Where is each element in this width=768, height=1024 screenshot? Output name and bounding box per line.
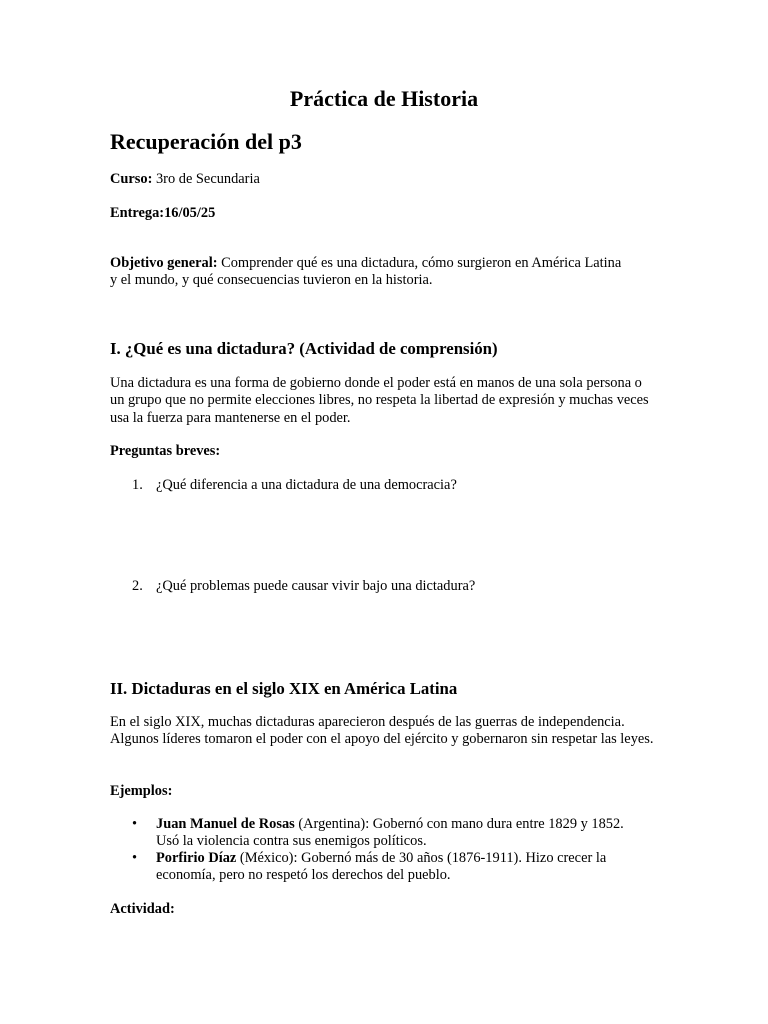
curso-line	[110, 171, 650, 188]
section-2-heading: II. Dictaduras en el siglo XIX en América Latina	[110, 679, 458, 698]
example-name: Porfirio Díaz	[156, 850, 237, 866]
objetivo-paragraph	[110, 255, 630, 290]
example-name: Juan Manuel de Rosas	[156, 816, 295, 832]
curso-value: 3ro de Secundaria	[152, 171, 260, 187]
bullet-icon: •	[132, 816, 138, 832]
entrega-label: Entrega:16/05/25	[110, 205, 216, 221]
document-title: Práctica de Historia	[289, 86, 479, 111]
objetivo-label: Objetivo general:	[110, 255, 218, 271]
question-number: 1.	[132, 477, 143, 493]
example-item	[110, 816, 650, 851]
questions-label: Preguntas breves:	[110, 443, 221, 459]
entrega-line	[110, 205, 650, 222]
example-text: (México): Gobernó más de 30 años (1876-1911). Hizo crecer la economía, pero no respetó los derechos del pueblo.	[156, 850, 607, 884]
question-number: 2.	[132, 578, 143, 594]
section-1-paragraph: Una dictadura es una forma de gobierno donde el poder está en manos de una sola persona o un grupo que no permite elecciones libres, no respeta la libertad de expresión y muchas veces usa la fuerza para mantenerse en el poder.	[110, 375, 649, 426]
example-item	[110, 850, 650, 885]
section-2-paragraph: En el siglo XIX, muchas dictaduras aparecieron después de las guerras de independencia. Algunos líderes tomaron el poder con el apoyo del ejército y gobernaron sin respetar las leyes.	[110, 714, 654, 748]
bullet-icon: •	[132, 850, 138, 866]
curso-label: Curso:	[110, 171, 153, 187]
examples-label: Ejemplos:	[110, 783, 173, 799]
activity-label: Actividad:	[110, 901, 175, 917]
example-text: (Argentina): Gobernó con mano dura entre 1829 y 1852. Usó la violencia contra sus enemigos políticos.	[156, 816, 624, 850]
question-text: ¿Qué problemas puede causar vivir bajo una dictadura?	[156, 578, 476, 594]
question-text: ¿Qué diferencia a una dictadura de una democracia?	[156, 477, 457, 493]
objetivo-text: Comprender qué es una dictadura, cómo surgieron en América Latina y el mundo, y qué consecuencias tuvieron en la historia.	[110, 255, 622, 289]
document-subtitle: Recuperación del p3	[110, 129, 302, 154]
section-1-heading: I. ¿Qué es una dictadura? (Actividad de comprensión)	[110, 339, 498, 358]
